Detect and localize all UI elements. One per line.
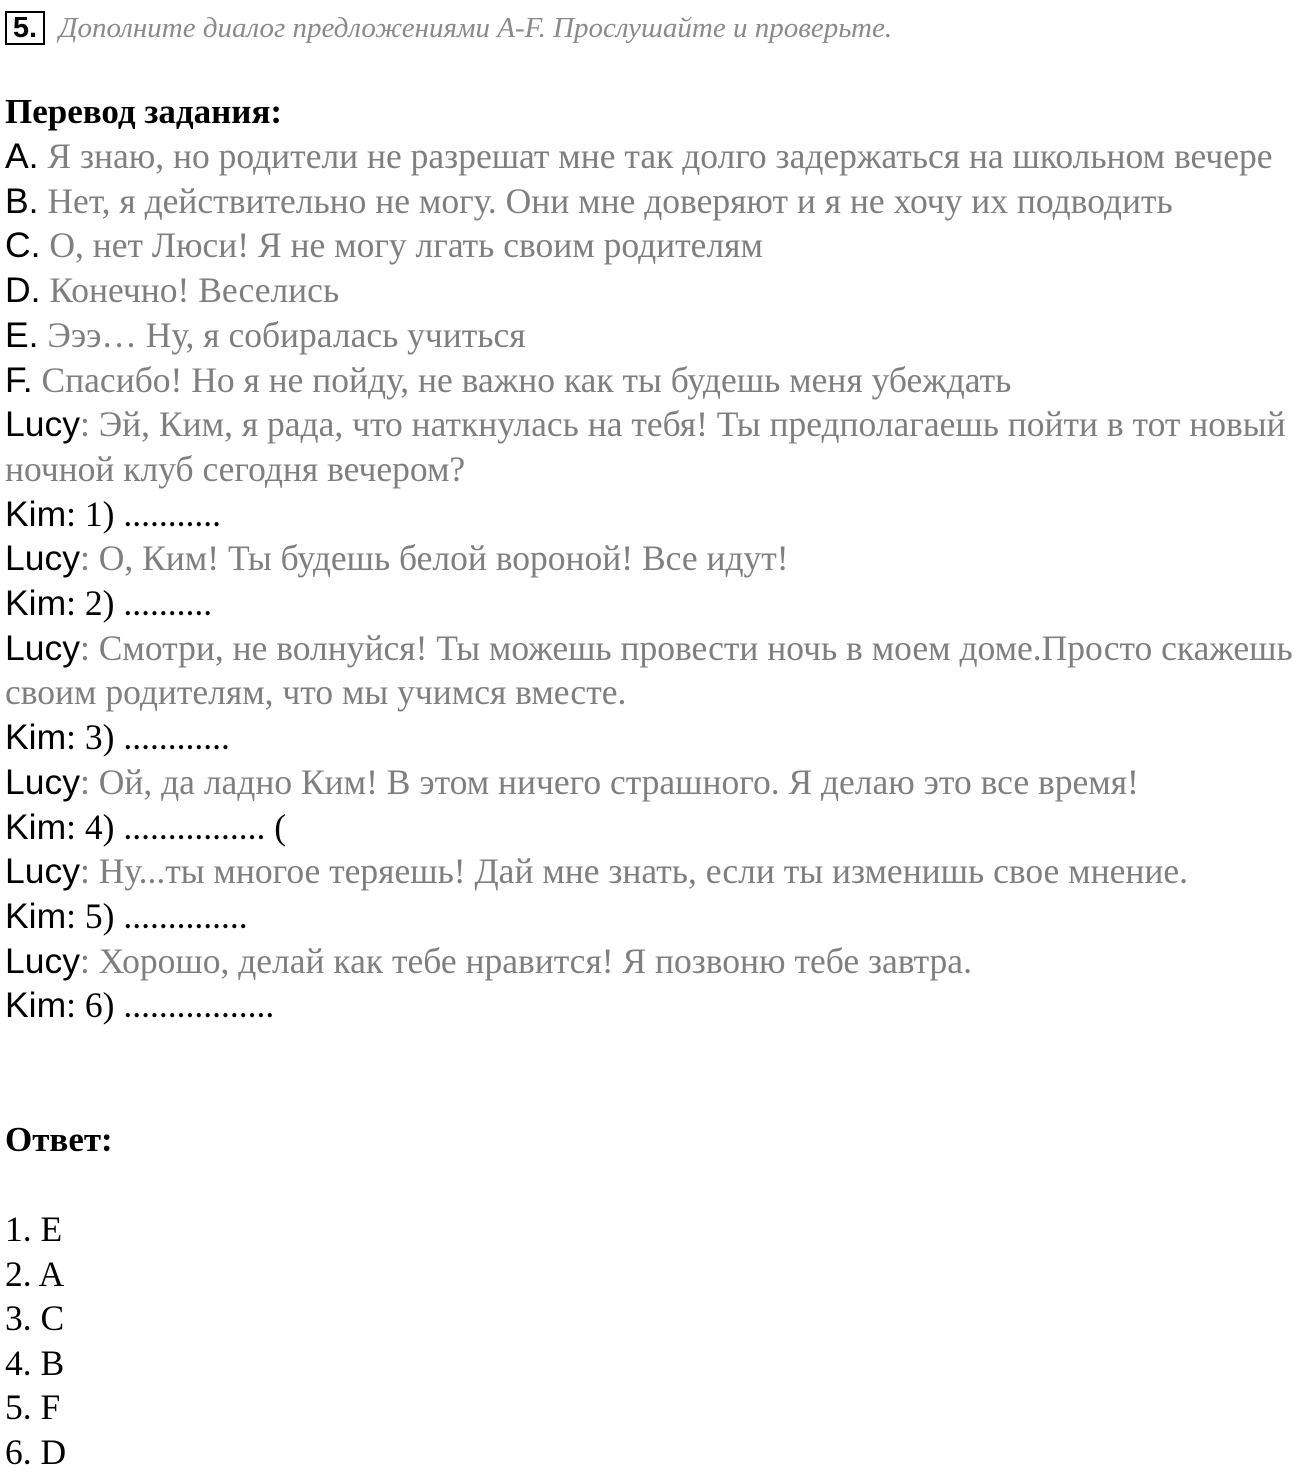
- speaker-name: Kim: [5, 717, 67, 758]
- speaker-name: Lucy: [5, 404, 80, 445]
- dialogue-line-kim: [5, 805, 1299, 850]
- answer-item: 5. F: [5, 1387, 61, 1428]
- option-key: D.: [5, 270, 41, 311]
- dialogue-text: : 3) ............: [66, 717, 230, 758]
- option-text: Спасибо! Но я не пойду, не важно как ты будешь меня убеждать: [41, 359, 1012, 400]
- dialogue-line-lucy: [5, 402, 1299, 491]
- answer-item: 4. B: [5, 1342, 65, 1383]
- dialogue-line-kim: [5, 894, 1299, 939]
- task-instruction: Дополните диалог предложениями A-F. Прослушайте и проверьте.: [59, 11, 893, 44]
- option-text: Конечно! Веселись: [49, 270, 340, 311]
- speaker-name: Kim: [5, 583, 67, 624]
- dialogue-line-lucy: [5, 760, 1299, 805]
- dialogue-line-kim: [5, 581, 1299, 626]
- dialogue-text: : Хорошо, делай как тебе нравится! Я позвоню тебе завтра.: [80, 940, 972, 981]
- option-c: [5, 223, 1299, 268]
- option-a: [5, 134, 1299, 179]
- speaker-name: Kim: [5, 806, 67, 847]
- dialogue-text: : Смотри, не волнуйся! Ты можешь провести ночь в моем доме.Просто скажешь своим родителям, что мы учимся вместе.: [5, 627, 1293, 713]
- speaker-name: Lucy: [5, 538, 80, 579]
- dialogue-text: : 6) .................: [66, 985, 275, 1026]
- dialogue-text: : Ну...ты многое теряешь! Дай мне знать, если ты изменишь свое мнение.: [80, 851, 1189, 892]
- speaker-name: Kim: [5, 895, 67, 936]
- dialogue-text: : Эй, Ким, я рада, что наткнулась на тебя! Ты предполагаешь пойти в тот новый ночной клуб сегодня вечером?: [5, 404, 1286, 489]
- option-f: [5, 358, 1299, 403]
- task-number: 5.: [5, 11, 45, 45]
- dialogue-text: : 1) ...........: [66, 493, 221, 534]
- dialogue-text: : О, Ким! Ты будешь белой вороной! Все идут!: [80, 538, 789, 579]
- option-key: A.: [5, 136, 39, 176]
- dialogue-text: : 2) ..........: [66, 583, 213, 624]
- dialogue-text: : 5) ..............: [66, 895, 248, 936]
- answer-item: 1. E: [5, 1209, 63, 1249]
- option-key: C.: [5, 225, 41, 266]
- answer-item: 2. A: [5, 1253, 65, 1294]
- option-key: F.: [5, 359, 33, 400]
- option-key: B.: [5, 180, 39, 221]
- task-header: [5, 8, 892, 48]
- dialogue-line-lucy: [5, 849, 1299, 894]
- dialogue-line-kim: [5, 492, 1299, 537]
- dialogue-line-lucy: [5, 536, 1299, 581]
- speaker-name: Lucy: [5, 940, 80, 981]
- dialogue-line-kim: [5, 715, 1299, 760]
- option-text: О, нет Люси! Я не могу лгать своим родителям: [49, 225, 763, 266]
- option-text: Эээ… Ну, я собиралась учиться: [47, 314, 526, 355]
- dialogue-line-lucy: [5, 939, 1299, 984]
- speaker-name: Lucy: [5, 761, 80, 802]
- answer-item: 6. D: [5, 1431, 67, 1472]
- answer-heading: Ответ:: [5, 1120, 113, 1159]
- speaker-name: Lucy: [5, 851, 80, 892]
- dialogue-text: : 4) ................ (: [66, 806, 287, 847]
- speaker-name: Kim: [5, 493, 67, 534]
- translation-body: [5, 134, 1299, 1028]
- dialogue-text: : Ой, да ладно Ким! В этом ничего страшного. Я делаю это все время!: [80, 761, 1139, 802]
- dialogue-line-lucy: [5, 626, 1299, 715]
- speaker-name: Lucy: [5, 627, 80, 668]
- option-b: [5, 179, 1299, 224]
- speaker-name: Kim: [5, 985, 67, 1026]
- option-key: E.: [5, 314, 39, 355]
- answer-item: 3. C: [5, 1298, 65, 1339]
- option-text: Нет, я действительно не могу. Они мне доверяют и я не хочу их подводить: [47, 180, 1173, 221]
- option-d: [5, 268, 1299, 313]
- option-e: [5, 313, 1299, 358]
- option-text: Я знаю, но родители не разрешат мне так долго задержаться на школьном вечере: [47, 136, 1273, 176]
- dialogue-line-kim: [5, 983, 1299, 1028]
- translation-heading: Перевод задания:: [5, 92, 283, 131]
- answer-list: [5, 1207, 66, 1475]
